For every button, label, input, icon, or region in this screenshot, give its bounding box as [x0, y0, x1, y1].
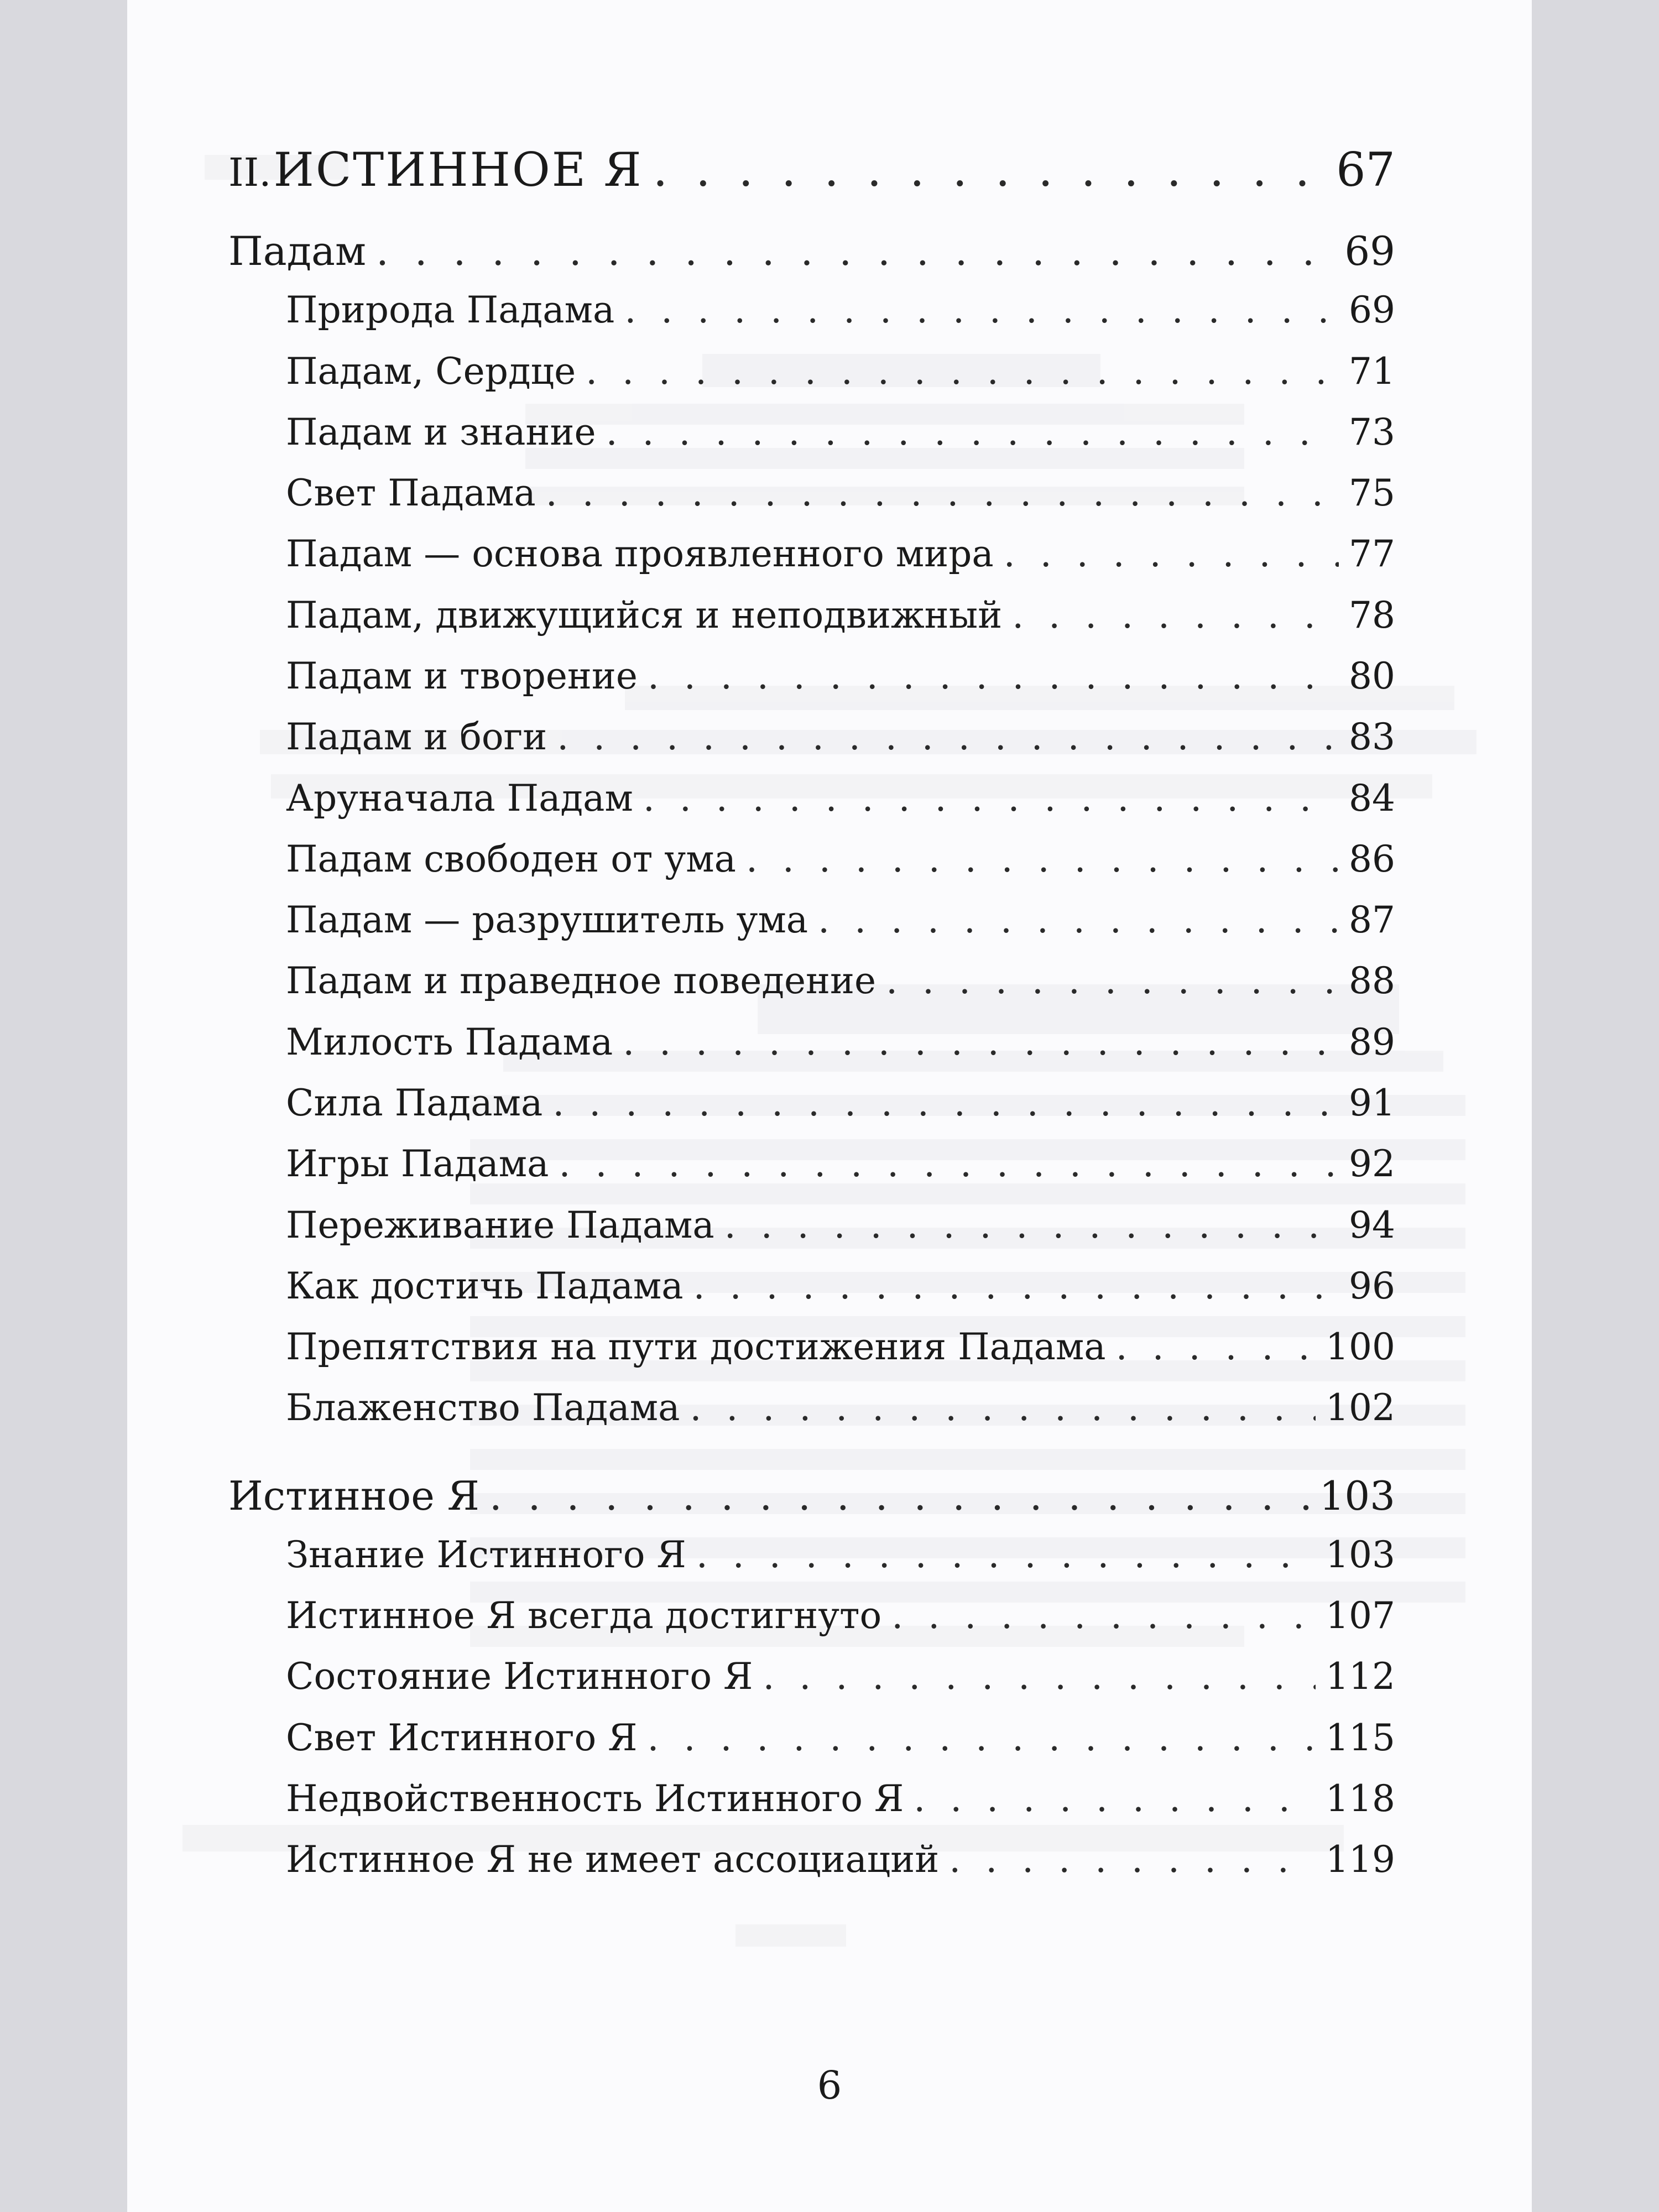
toc-entry[interactable] — [286, 1594, 1395, 1637]
toc-leader-dots — [696, 1533, 1316, 1576]
toc-leader-dots — [643, 777, 1339, 820]
toc-leader-dots — [624, 289, 1339, 331]
toc-entry-title: Сила Падама — [286, 1082, 543, 1124]
toc-entry[interactable] — [286, 1326, 1395, 1368]
toc-entry-title: Свет Истинного Я — [286, 1717, 638, 1759]
toc-entry[interactable] — [286, 1838, 1395, 1881]
toc-leader-dots — [606, 411, 1339, 453]
toc-leader-dots — [559, 1142, 1339, 1185]
toc-entry-page: 77 — [1349, 533, 1395, 575]
toc-leader-dots — [746, 838, 1339, 880]
toc-entry[interactable] — [286, 289, 1395, 331]
toc-leader-dots — [648, 1717, 1316, 1759]
toc-leader-dots — [763, 1655, 1316, 1698]
toc-leader-dots — [914, 1777, 1316, 1820]
toc-entry[interactable] — [286, 350, 1395, 393]
toc-entry-page: 87 — [1349, 899, 1395, 941]
toc-entry[interactable] — [286, 472, 1395, 514]
toc-entry[interactable] — [286, 594, 1395, 637]
toc-leader-dots — [886, 959, 1339, 1002]
toc-entry[interactable] — [286, 838, 1395, 880]
toc-entry-title: Истинное Я всегда достигнуто — [286, 1594, 882, 1637]
toc-leader-dots — [690, 1386, 1316, 1429]
toc-entry[interactable] — [286, 716, 1395, 758]
toc-entry-page: 103 — [1326, 1533, 1395, 1576]
toc-entry-page: 115 — [1326, 1717, 1395, 1759]
toc-entry[interactable] — [286, 411, 1395, 453]
toc-entry-title: Свет Падама — [286, 472, 536, 514]
toc-entry[interactable] — [286, 899, 1395, 941]
toc-section-padam[interactable] — [228, 228, 1395, 274]
toc-entry-page: 118 — [1326, 1777, 1395, 1820]
toc-leader-dots — [489, 1473, 1310, 1519]
toc-entry-title: Недвойственность Истинного Я — [286, 1777, 904, 1820]
toc-entry-title: Падам, движущийся и неподвижный — [286, 594, 1003, 637]
toc-part-label — [228, 143, 643, 197]
toc-entry-page: 88 — [1349, 959, 1395, 1002]
toc-entry[interactable] — [286, 1142, 1395, 1185]
toc-entry-page: 89 — [1349, 1021, 1395, 1063]
toc-entry-title: Падам, Сердце — [286, 350, 576, 393]
toc-entry[interactable] — [286, 777, 1395, 820]
toc-section-istinnoe-ya[interactable] — [228, 1473, 1395, 1519]
toc-entry-title: Милость Падама — [286, 1021, 613, 1063]
toc-entry-page: 69 — [1349, 289, 1395, 331]
toc-entry-title: Падам свободен от ума — [286, 838, 736, 880]
toc-entry[interactable] — [286, 1082, 1395, 1124]
toc-entry-page: 83 — [1349, 716, 1395, 758]
toc-entry-title: Падам и праведное поведение — [286, 959, 877, 1002]
toc-entry-page: 96 — [1349, 1265, 1395, 1307]
toc-leader-dots — [546, 472, 1339, 514]
toc-entry-title: Истинное Я не имеет ассоциаций — [286, 1838, 940, 1881]
toc-leader-dots — [949, 1838, 1316, 1881]
toc-entry-page: 73 — [1349, 411, 1395, 453]
toc-entry-page: 78 — [1349, 594, 1395, 637]
toc-entry-title: Знание Истинного Я — [286, 1533, 686, 1576]
toc-entry-title: Препятствия на пути достижения Падама — [286, 1326, 1106, 1368]
toc-entry[interactable] — [286, 655, 1395, 697]
toc-entry-title: Природа Падама — [286, 289, 615, 331]
toc-part-title: ИСТИННОЕ Я — [273, 143, 643, 197]
toc-entry-page: 107 — [1326, 1594, 1395, 1637]
toc-entry[interactable] — [286, 1021, 1395, 1063]
toc-leader-dots — [653, 143, 1327, 197]
toc-entry-page: 91 — [1349, 1082, 1395, 1124]
toc-entry[interactable] — [286, 1386, 1395, 1429]
toc-entry-title: Падам и знание — [286, 411, 596, 453]
toc-part-page: 67 — [1336, 143, 1395, 197]
book-page — [127, 0, 1532, 2212]
toc-leader-dots — [586, 350, 1339, 393]
toc-entry-page: 71 — [1349, 350, 1395, 393]
toc-section-title: Падам — [228, 228, 366, 274]
toc-entry-title: Переживание Падама — [286, 1204, 714, 1246]
toc-leader-dots — [724, 1204, 1339, 1246]
toc-leader-dots — [623, 1021, 1339, 1063]
toc-entry-page: 92 — [1349, 1142, 1395, 1185]
toc-leader-dots — [1116, 1326, 1316, 1368]
toc-entry-page: 75 — [1349, 472, 1395, 514]
toc-leader-dots — [1012, 594, 1339, 637]
toc-entry[interactable] — [286, 533, 1395, 575]
toc-entry-title: Блаженство Падама — [286, 1386, 680, 1429]
toc-entry[interactable] — [286, 959, 1395, 1002]
toc-entry-title: Как достичь Падама — [286, 1265, 684, 1307]
toc-entry[interactable] — [286, 1533, 1395, 1576]
toc-leader-dots — [693, 1265, 1339, 1307]
toc-entry-page: 100 — [1326, 1326, 1395, 1368]
toc-entry-page: 119 — [1326, 1838, 1395, 1881]
toc-entry[interactable] — [286, 1717, 1395, 1759]
toc-entry-page: 112 — [1326, 1655, 1395, 1698]
toc-leader-dots — [552, 1082, 1339, 1124]
toc-entry-page: 84 — [1349, 777, 1395, 820]
toc-entry-title: Падам — разрушитель ума — [286, 899, 808, 941]
toc-section-page: 103 — [1319, 1473, 1395, 1519]
toc-entry-title: Состояние Истинного Я — [286, 1655, 753, 1698]
toc-entry-page: 94 — [1349, 1204, 1395, 1246]
page-number: 6 — [817, 2063, 842, 2108]
toc-entry-title: Аруначала Падам — [286, 777, 633, 820]
toc-leader-dots — [1004, 533, 1339, 575]
toc-entry-title: Игры Падама — [286, 1142, 549, 1185]
toc-part-number: II. — [228, 150, 272, 195]
toc-part-heading[interactable] — [228, 143, 1395, 197]
toc-entry-title: Падам — основа проявленного мира — [286, 533, 994, 575]
toc-leader-dots — [376, 228, 1334, 274]
toc-entry[interactable] — [286, 1655, 1395, 1698]
toc-entry-title: Падам и творение — [286, 655, 638, 697]
toc-leader-dots — [648, 655, 1339, 697]
toc-leader-dots — [891, 1594, 1316, 1637]
table-of-contents — [127, 0, 1532, 2212]
toc-entry[interactable] — [286, 1777, 1395, 1820]
toc-leader-dots — [557, 716, 1339, 758]
toc-leader-dots — [818, 899, 1339, 941]
toc-section-title: Истинное Я — [228, 1473, 479, 1519]
toc-entry[interactable] — [286, 1265, 1395, 1307]
toc-entry[interactable] — [286, 1204, 1395, 1246]
toc-entry-page: 86 — [1349, 838, 1395, 880]
toc-entry-title: Падам и боги — [286, 716, 547, 758]
toc-section-page: 69 — [1344, 228, 1395, 274]
toc-entry-page: 102 — [1326, 1386, 1395, 1429]
toc-entry-page: 80 — [1349, 655, 1395, 697]
